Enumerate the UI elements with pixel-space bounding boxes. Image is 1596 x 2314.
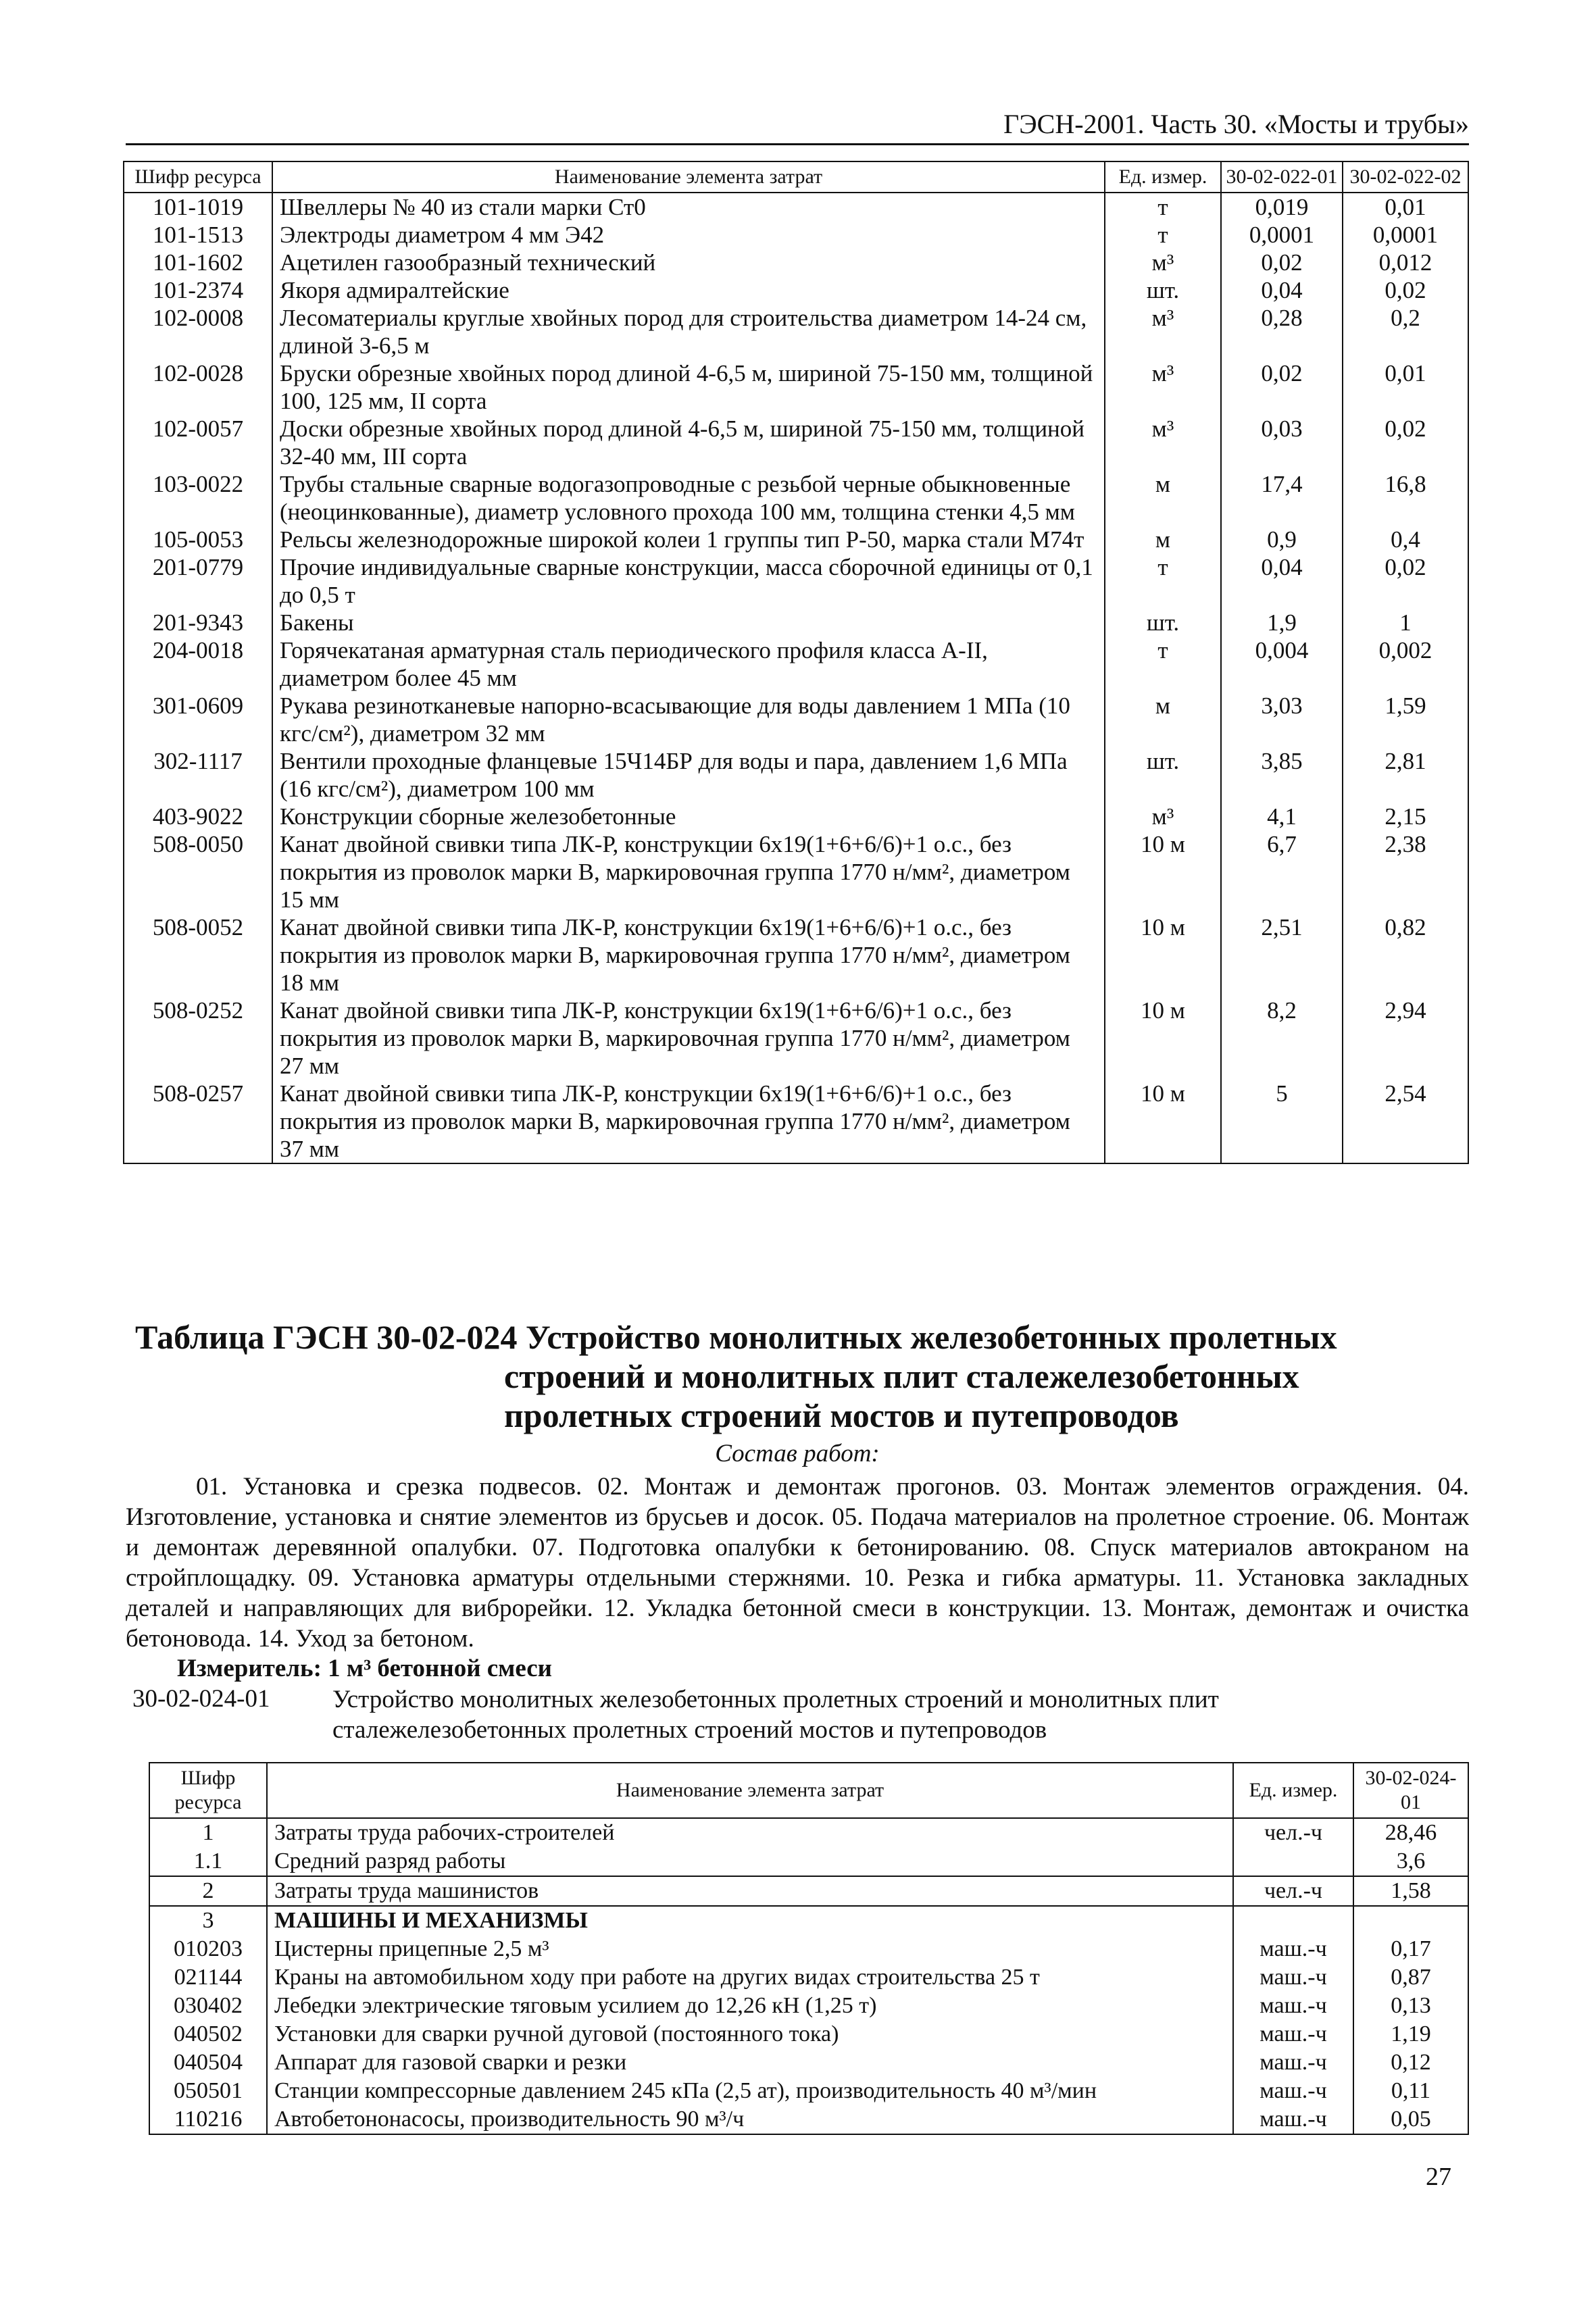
table-row (124, 553, 1468, 609)
cell-name: Якоря адмиралтейские (272, 276, 1105, 304)
cell-code: 021144 (149, 1963, 267, 1992)
cell-code: 3 (149, 1906, 267, 1935)
cell-norm-1: 0,05 (1353, 2105, 1468, 2134)
cell-unit: шт. (1105, 747, 1221, 803)
table-row (124, 304, 1468, 359)
cell-unit: чел.-ч (1233, 1876, 1353, 1906)
cell-name: Бруски обрезные хвойных пород длиной 4-6,5 м, шириной 75-150 мм, толщиной 100, 125 мм, II сорта (272, 359, 1105, 415)
cell-code: 102-0057 (124, 415, 272, 470)
table-row (124, 747, 1468, 803)
cell-name: Горячекатаная арматурная сталь периодического профиля класса А-II, диаметром более 45 мм (272, 636, 1105, 692)
cell-unit (1233, 1847, 1353, 1876)
cell-code: 201-0779 (124, 553, 272, 609)
cell-code: 050501 (149, 2077, 267, 2105)
cell-name: Швеллеры № 40 из стали марки Ст0 (272, 193, 1105, 221)
cell-unit: чел.-ч (1233, 1818, 1353, 1847)
table-body (124, 193, 1468, 1163)
cell-name: Лебедки электрические тяговым усилием до 12,26 кН (1,25 т) (267, 1992, 1233, 2020)
cell-unit: м (1105, 470, 1221, 526)
table-body (149, 1818, 1468, 2134)
cell-name: Вентили проходные фланцевые 15Ч14БР для воды и пара, давлением 1,6 МПа (16 кгс/см²), диаметром 100 мм (272, 747, 1105, 803)
cell-code: 010203 (149, 1935, 267, 1963)
cell-norm-1: 0,17 (1353, 1935, 1468, 1963)
cell-name: Затраты труда машинистов (267, 1876, 1233, 1906)
cell-norm-2: 0,012 (1343, 249, 1468, 276)
cell-name: Установки для сварки ручной дуговой (постоянного тока) (267, 2020, 1233, 2048)
cell-unit: 10 м (1105, 830, 1221, 913)
cell-norm-1: 0,0001 (1221, 221, 1343, 249)
cell-unit: маш.-ч (1233, 2105, 1353, 2134)
cell-norm-2: 2,94 (1343, 997, 1468, 1080)
cell-code: 1.1 (149, 1847, 267, 1876)
cell-norm-1: 1,19 (1353, 2020, 1468, 2048)
col-header-unit: Ед. измер. (1233, 1763, 1353, 1818)
cell-name: Прочие индивидуальные сварные конструкции, масса сборочной единицы от 0,1 до 0,5 т (272, 553, 1105, 609)
table-row (149, 1876, 1468, 1906)
cell-code: 508-0050 (124, 830, 272, 913)
section-title-line-1: Таблица ГЭСН 30-02-024 Устройство монолитных железобетонных пролетных (135, 1318, 1337, 1356)
table-row (124, 249, 1468, 276)
cell-norm-1: 4,1 (1221, 803, 1343, 830)
col-header-norm-1: 30-02-024-01 (1353, 1763, 1468, 1818)
cell-unit: т (1105, 193, 1221, 221)
table-row (149, 1847, 1468, 1876)
cell-norm-1: 0,87 (1353, 1963, 1468, 1992)
col-header-unit: Ед. измер. (1105, 161, 1221, 193)
cell-name: Рукава резинотканевые напорно-всасывающие для воды давлением 1 МПа (10 кгс/см²), диаметром 32 мм (272, 692, 1105, 747)
cell-code: 2 (149, 1876, 267, 1906)
running-header: ГЭСН-2001. Часть 30. «Мосты и трубы» (1003, 109, 1469, 139)
cell-code: 101-2374 (124, 276, 272, 304)
cell-norm-1: 17,4 (1221, 470, 1343, 526)
cell-unit: м³ (1105, 249, 1221, 276)
section-title (126, 1317, 1469, 1435)
table-row (124, 193, 1468, 221)
cell-norm-1: 0,019 (1221, 193, 1343, 221)
cell-norm-1: 8,2 (1221, 997, 1343, 1080)
cell-norm-1: 6,7 (1221, 830, 1343, 913)
norm-item-code: 30-02-024-01 (132, 1685, 270, 1713)
cell-norm-1: 1,9 (1221, 609, 1343, 636)
cell-unit: т (1105, 553, 1221, 609)
cell-unit: 10 м (1105, 997, 1221, 1080)
table-row (124, 526, 1468, 553)
cell-name: Затраты труда рабочих-строителей (267, 1818, 1233, 1847)
cell-norm-1: 0,004 (1221, 636, 1343, 692)
cell-name: МАШИНЫ И МЕХАНИЗМЫ (267, 1906, 1233, 1935)
page-number: 27 (1426, 2163, 1451, 2191)
cell-norm-1: 3,6 (1353, 1847, 1468, 1876)
cell-code: 403-9022 (124, 803, 272, 830)
cell-norm-2: 1,59 (1343, 692, 1468, 747)
cell-code: 102-0028 (124, 359, 272, 415)
col-header-norm-2: 30-02-022-02 (1343, 161, 1468, 193)
cell-norm-2: 2,15 (1343, 803, 1468, 830)
cell-norm-2: 2,54 (1343, 1080, 1468, 1163)
cell-code: 101-1602 (124, 249, 272, 276)
cell-norm-2: 2,81 (1343, 747, 1468, 803)
resources-table-30-02-022 (123, 161, 1469, 1164)
col-header-norm-1: 30-02-022-01 (1221, 161, 1343, 193)
cell-code: 110216 (149, 2105, 267, 2134)
cell-code: 103-0022 (124, 470, 272, 526)
cell-name: Лесоматериалы круглые хвойных пород для строительства диаметром 14-24 см, длиной 3-6,5 м (272, 304, 1105, 359)
table-row (124, 636, 1468, 692)
cell-norm-2: 0,4 (1343, 526, 1468, 553)
cell-unit: м³ (1105, 415, 1221, 470)
cell-norm-2: 0,01 (1343, 193, 1468, 221)
composition-text: 01. Установка и срезка подвесов. 02. Монтаж и демонтаж прогонов. 03. Монтаж элементов ограждения. 04. Изготовление, установка и снятие элементов из брусьев и досок. 05. Подача материалов на пролетное строение. 06. Монтаж и демонтаж деревянной опалубки. 07. Подготовка опалубки к бетонированию. 08. Спуск материалов автокраном на стройплощадку. 09. Установка арматуры отдельными стержнями. 10. Резка и гибка арматуры. 11. Установка закладных деталей и направляющих для виброрейки. 12. Укладка бетонной смеси в конструкции. 13. Монтаж, демонтаж и очистка бетоновода. 14. Уход за бетоном. (126, 1473, 1469, 1653)
table-header-row (149, 1763, 1468, 1818)
cell-unit: 10 м (1105, 913, 1221, 997)
table-row (149, 2077, 1468, 2105)
cell-norm-1: 28,46 (1353, 1818, 1468, 1847)
cell-name: Канат двойной свивки типа ЛК-Р, конструкции 6х19(1+6+6/6)+1 о.с., без покрытия из проволок марки В, маркировочная группа 1770 н/мм², диаметром 37 мм (272, 1080, 1105, 1163)
table-row (124, 830, 1468, 913)
cell-code: 508-0252 (124, 997, 272, 1080)
cell-norm-2: 2,38 (1343, 830, 1468, 913)
cell-norm-2: 1 (1343, 609, 1468, 636)
cell-unit: шт. (1105, 609, 1221, 636)
norm-item-description: Устройство монолитных железобетонных пролетных строений и монолитных плит сталежелезобетонных пролетных строений мостов и путепроводов (332, 1686, 1219, 1744)
cell-norm-1: 0,02 (1221, 359, 1343, 415)
cell-norm-2: 0,82 (1343, 913, 1468, 997)
cell-norm-1: 2,51 (1221, 913, 1343, 997)
table-row (149, 1963, 1468, 1992)
cell-norm-2: 0,002 (1343, 636, 1468, 692)
cell-name: Рельсы железнодорожные широкой колеи 1 группы тип Р-50, марка стали М74т (272, 526, 1105, 553)
cell-unit: маш.-ч (1233, 2048, 1353, 2077)
table-row (124, 913, 1468, 997)
cell-unit: м (1105, 692, 1221, 747)
cell-norm-2: 0,02 (1343, 415, 1468, 470)
cell-norm-1: 0,13 (1353, 1992, 1468, 2020)
cell-code: 101-1513 (124, 221, 272, 249)
cell-name: Канат двойной свивки типа ЛК-Р, конструкции 6х19(1+6+6/6)+1 о.с., без покрытия из проволок марки В, маркировочная группа 1770 н/мм², диаметром 15 мм (272, 830, 1105, 913)
table-row (149, 1906, 1468, 1935)
section-title-line-2: строений и монолитных плит сталежелезобетонных (504, 1357, 1299, 1395)
cell-unit: м (1105, 526, 1221, 553)
header-rule (126, 143, 1469, 145)
cell-code: 102-0008 (124, 304, 272, 359)
cell-norm-1: 1,58 (1353, 1876, 1468, 1906)
cell-code: 040502 (149, 2020, 267, 2048)
cell-code: 508-0257 (124, 1080, 272, 1163)
cell-norm-2: 16,8 (1343, 470, 1468, 526)
cell-code: 105-0053 (124, 526, 272, 553)
cell-name: Аппарат для газовой сварки и резки (267, 2048, 1233, 2077)
cell-norm-2: 0,01 (1343, 359, 1468, 415)
cell-norm-2: 0,2 (1343, 304, 1468, 359)
cell-code: 201-9343 (124, 609, 272, 636)
cell-name: Цистерны прицепные 2,5 м³ (267, 1935, 1233, 1963)
cell-name: Конструкции сборные железобетонные (272, 803, 1105, 830)
table-row (124, 1080, 1468, 1163)
col-header-name: Наименование элемента затрат (267, 1763, 1233, 1818)
cell-norm-1: 3,03 (1221, 692, 1343, 747)
table-row (124, 997, 1468, 1080)
cell-norm-2: 0,02 (1343, 553, 1468, 609)
cell-unit: м³ (1105, 304, 1221, 359)
cell-code: 302-1117 (124, 747, 272, 803)
cell-code: 1 (149, 1818, 267, 1847)
cell-norm-1: 0,12 (1353, 2048, 1468, 2077)
cell-unit: 10 м (1105, 1080, 1221, 1163)
cell-norm-1 (1353, 1906, 1468, 1935)
cell-name: Бакены (272, 609, 1105, 636)
cell-norm-1: 0,9 (1221, 526, 1343, 553)
measurement-unit: Измеритель: 1 м³ бетонной смеси (177, 1655, 552, 1682)
resources-table-30-02-024 (149, 1762, 1469, 2135)
cell-name: Станции компрессорные давлением 245 кПа (2,5 ат), производительность 40 м³/мин (267, 2077, 1233, 2105)
col-header-code: Шифр ресурса (124, 161, 272, 193)
cell-unit: маш.-ч (1233, 1992, 1353, 2020)
table-row (149, 2048, 1468, 2077)
cell-code: 301-0609 (124, 692, 272, 747)
col-header-code: Шифр ресурса (149, 1763, 267, 1818)
section-title-line-3: пролетных строений мостов и путепроводов (504, 1397, 1179, 1434)
cell-norm-1: 3,85 (1221, 747, 1343, 803)
cell-name: Автобетононасосы, производительность 90 м³/ч (267, 2105, 1233, 2134)
cell-name: Канат двойной свивки типа ЛК-Р, конструкции 6х19(1+6+6/6)+1 о.с., без покрытия из проволок марки В, маркировочная группа 1770 н/мм², диаметром 27 мм (272, 997, 1105, 1080)
cell-norm-1: 0,04 (1221, 276, 1343, 304)
cell-norm-1: 0,03 (1221, 415, 1343, 470)
cell-norm-2: 0,02 (1343, 276, 1468, 304)
col-header-name: Наименование элемента затрат (272, 161, 1105, 193)
cell-norm-1: 0,04 (1221, 553, 1343, 609)
table-row (124, 803, 1468, 830)
cell-name: Канат двойной свивки типа ЛК-Р, конструкции 6х19(1+6+6/6)+1 о.с., без покрытия из проволок марки В, маркировочная группа 1770 н/мм², диаметром 18 мм (272, 913, 1105, 997)
cell-norm-2: 0,0001 (1343, 221, 1468, 249)
table-row (149, 2105, 1468, 2134)
table-row (124, 221, 1468, 249)
table-row (149, 2020, 1468, 2048)
cell-unit: т (1105, 221, 1221, 249)
cell-unit (1233, 1906, 1353, 1935)
cell-name: Ацетилен газообразный технический (272, 249, 1105, 276)
cell-unit: маш.-ч (1233, 2077, 1353, 2105)
table-row (149, 1992, 1468, 2020)
cell-name: Средний разряд работы (267, 1847, 1233, 1876)
cell-unit: т (1105, 636, 1221, 692)
cell-unit: м³ (1105, 359, 1221, 415)
cell-code: 508-0052 (124, 913, 272, 997)
cell-unit: маш.-ч (1233, 2020, 1353, 2048)
cell-norm-1: 0,11 (1353, 2077, 1468, 2105)
table-row (124, 692, 1468, 747)
cell-code: 040504 (149, 2048, 267, 2077)
cell-name: Краны на автомобильном ходу при работе на других видах строительства 25 т (267, 1963, 1233, 1992)
table-row (124, 609, 1468, 636)
cell-unit: м³ (1105, 803, 1221, 830)
cell-code: 204-0018 (124, 636, 272, 692)
table-row (124, 359, 1468, 415)
table-header-row (124, 161, 1468, 193)
table-row (149, 1818, 1468, 1847)
cell-norm-1: 5 (1221, 1080, 1343, 1163)
cell-name: Трубы стальные сварные водогазопроводные с резьбой черные обыкновенные (неоцинкованные), диаметр условного прохода 100 мм, толщина стенки 4,5 мм (272, 470, 1105, 526)
cell-unit: шт. (1105, 276, 1221, 304)
cell-name: Электроды диаметром 4 мм Э42 (272, 221, 1105, 249)
composition-heading: Состав работ: (715, 1440, 880, 1467)
table-row (149, 1935, 1468, 1963)
cell-code: 101-1019 (124, 193, 272, 221)
cell-norm-1: 0,28 (1221, 304, 1343, 359)
cell-unit: маш.-ч (1233, 1935, 1353, 1963)
table-row (124, 415, 1468, 470)
table-row (124, 276, 1468, 304)
table-row (124, 470, 1468, 526)
cell-unit: маш.-ч (1233, 1963, 1353, 1992)
cell-code: 030402 (149, 1992, 267, 2020)
cell-norm-1: 0,02 (1221, 249, 1343, 276)
cell-name: Доски обрезные хвойных пород длиной 4-6,5 м, шириной 75-150 мм, толщиной 32-40 мм, III сорта (272, 415, 1105, 470)
